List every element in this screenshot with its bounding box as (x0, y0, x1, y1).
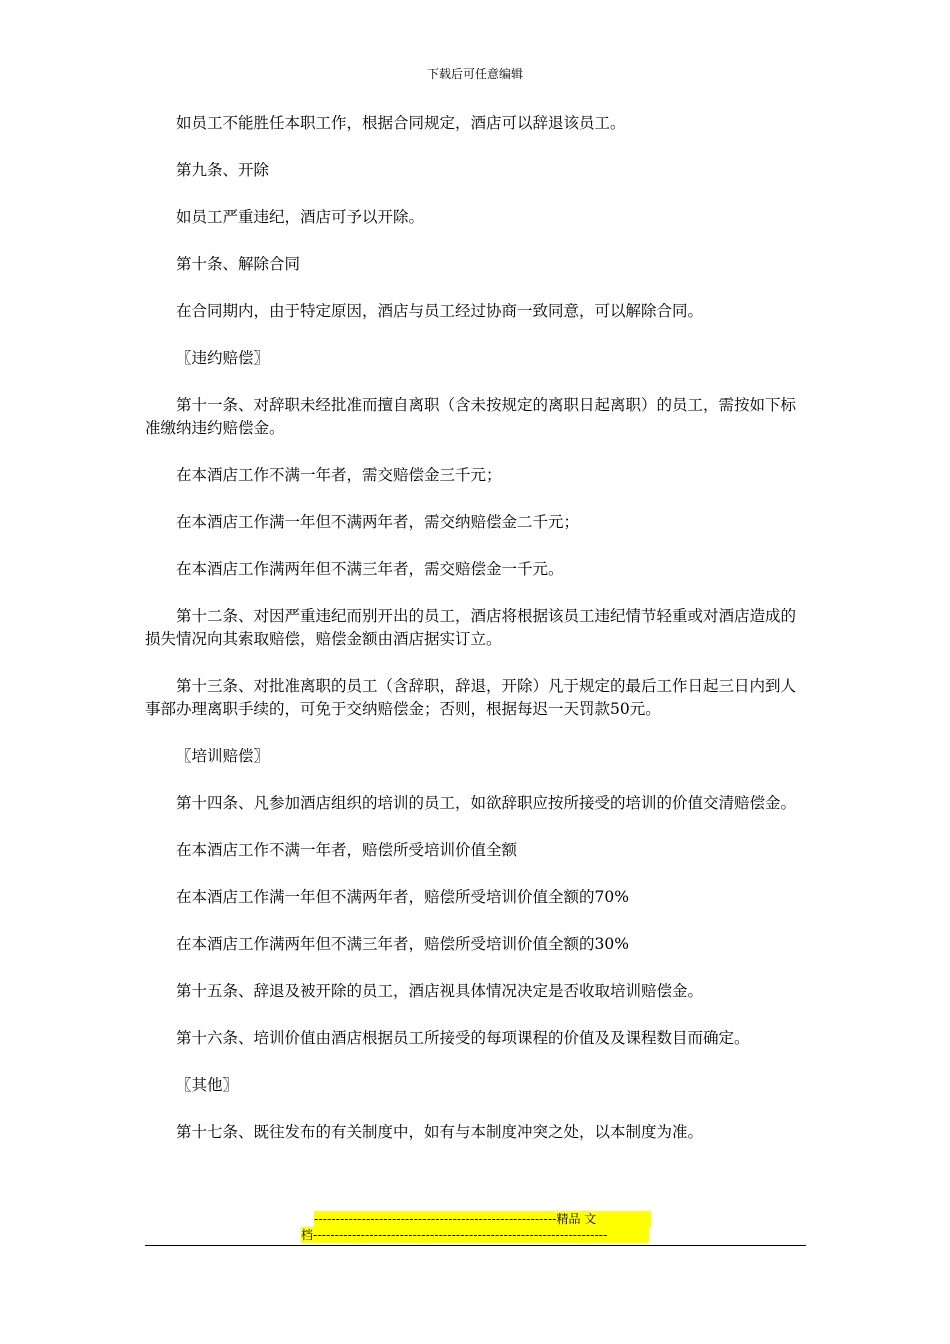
page-header: 下载后可任意编辑 (426, 67, 523, 81)
section-heading-other: 〖其他〗 (176, 1076, 239, 1094)
document-body (145, 112, 806, 1168)
section-heading-training-compensation: 〖培训赔偿〗 (176, 747, 270, 765)
training-rule-under-one-year: 在本酒店工作不满一年者，赔偿所受培训价值全额 (176, 841, 518, 859)
training-rule-one-to-two-years: 在本酒店工作满一年但不满两年者，赔偿所受培训价值全额的70% (176, 888, 629, 906)
article-11: 第十一条、对辞职未经批准而擅自离职（含未按规定的离职日起离职）的员工，需按如下标准缴纳违约赔偿金。 (145, 396, 797, 437)
breach-rule-two-to-three-years: 在本酒店工作满两年但不满三年者，需交赔偿金一千元。 (176, 560, 564, 578)
article-17: 第十七条、既往发布的有关制度中，如有与本制度冲突之处，以本制度为准。 (176, 1123, 704, 1141)
breach-rule-under-one-year: 在本酒店工作不满一年者，需交赔偿金三千元； (176, 466, 502, 484)
footer-divider (145, 1245, 806, 1246)
article-13: 第十三条、对批准离职的员工（含辞职，辞退，开除）凡于规定的最后工作日起三日内到人事部办理离职手续的，可免于交纳赔偿金；否则，根据每迟一天罚款50元。 (145, 677, 797, 718)
training-rule-two-to-three-years: 在本酒店工作满两年但不满三年者，赔偿所受培训价值全额的30% (176, 935, 629, 953)
article-9-heading: 第九条、开除 (176, 161, 270, 179)
breach-rule-one-to-two-years: 在本酒店工作满一年但不满两年者，需交纳赔偿金二千元； (176, 513, 580, 531)
article-14: 第十四条、凡参加酒店组织的培训的员工，如欲辞职应按所接受的培训的价值交清赔偿金。 (176, 794, 797, 812)
section-heading-breach-compensation: 〖违约赔偿〗 (176, 349, 270, 367)
article-10-heading: 第十条、解除合同 (176, 255, 301, 273)
article-16: 第十六条、培训价值由酒店根据员工所接受的每项课程的价值及及课程数目而确定。 (176, 1029, 750, 1047)
paragraph-expulsion: 如员工严重违纪，酒店可予以开除。 (176, 208, 425, 226)
article-15: 第十五条、辞退及被开除的员工，酒店视具体情况决定是否收取培训赔偿金。 (176, 982, 704, 1000)
footer-line-1: --------------------------------------------------------精品 文 (314, 1211, 651, 1227)
footer-line-2: 档-------------------------------------------------------------------- (301, 1227, 649, 1243)
footer-watermark (301, 1211, 649, 1243)
paragraph-dismissal-note: 如员工不能胜任本职工作，根据合同规定，酒店可以辞退该员工。 (176, 114, 626, 132)
article-12: 第十二条、对因严重违纪而别开出的员工，酒店将根据该员工违纪情节轻重或对酒店造成的损失情况向其索取赔偿，赔偿金额由酒店据实订立。 (145, 607, 797, 648)
paragraph-contract-termination: 在合同期内，由于特定原因，酒店与员工经过协商一致同意，可以解除合同。 (176, 302, 704, 320)
